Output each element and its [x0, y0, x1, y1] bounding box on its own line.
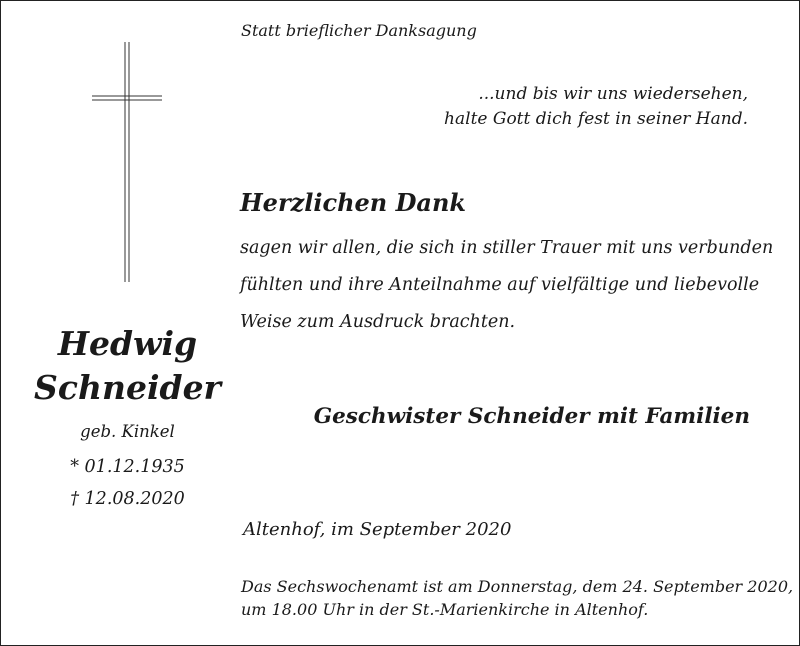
paragraph-line: Weise zum Ausdruck brachten. [240, 312, 516, 332]
service-line: Das Sechswochenamt ist am Donnerstag, dem 24. September 2020, [241, 577, 794, 596]
intro-text: Statt brieflicher Danksagung [241, 21, 477, 40]
motto-line: halte Gott dich fest in seiner Hand. [444, 109, 748, 129]
birth-date: * 01.12.1935 [70, 457, 185, 477]
place-date: Altenhof, im September 2020 [243, 519, 512, 540]
motto-verse [444, 82, 748, 132]
service-line: um 18.00 Uhr in der St.-Marienkirche in Altenhof. [241, 600, 649, 619]
thanks-paragraph [240, 230, 774, 341]
death-date: † 12.08.2020 [70, 489, 185, 509]
paragraph-line: fühlten und ihre Anteilnahme auf vielfältige und liebevolle [240, 275, 760, 295]
family-signature: Geschwister Schneider mit Familien [313, 404, 750, 429]
service-announcement [241, 575, 793, 621]
thanks-heading: Herzlichen Dank [240, 188, 467, 217]
paragraph-line: sagen wir allen, die sich in stiller Trauer mit uns verbunden [240, 238, 774, 258]
cross-icon [92, 42, 162, 282]
deceased-first-name: Hedwig [57, 324, 198, 363]
deceased-block [20, 322, 235, 515]
maiden-name: geb. Kinkel [80, 422, 175, 441]
deceased-last-name: Schneider [34, 368, 221, 407]
motto-line: ...und bis wir uns wiedersehen, [478, 84, 748, 104]
